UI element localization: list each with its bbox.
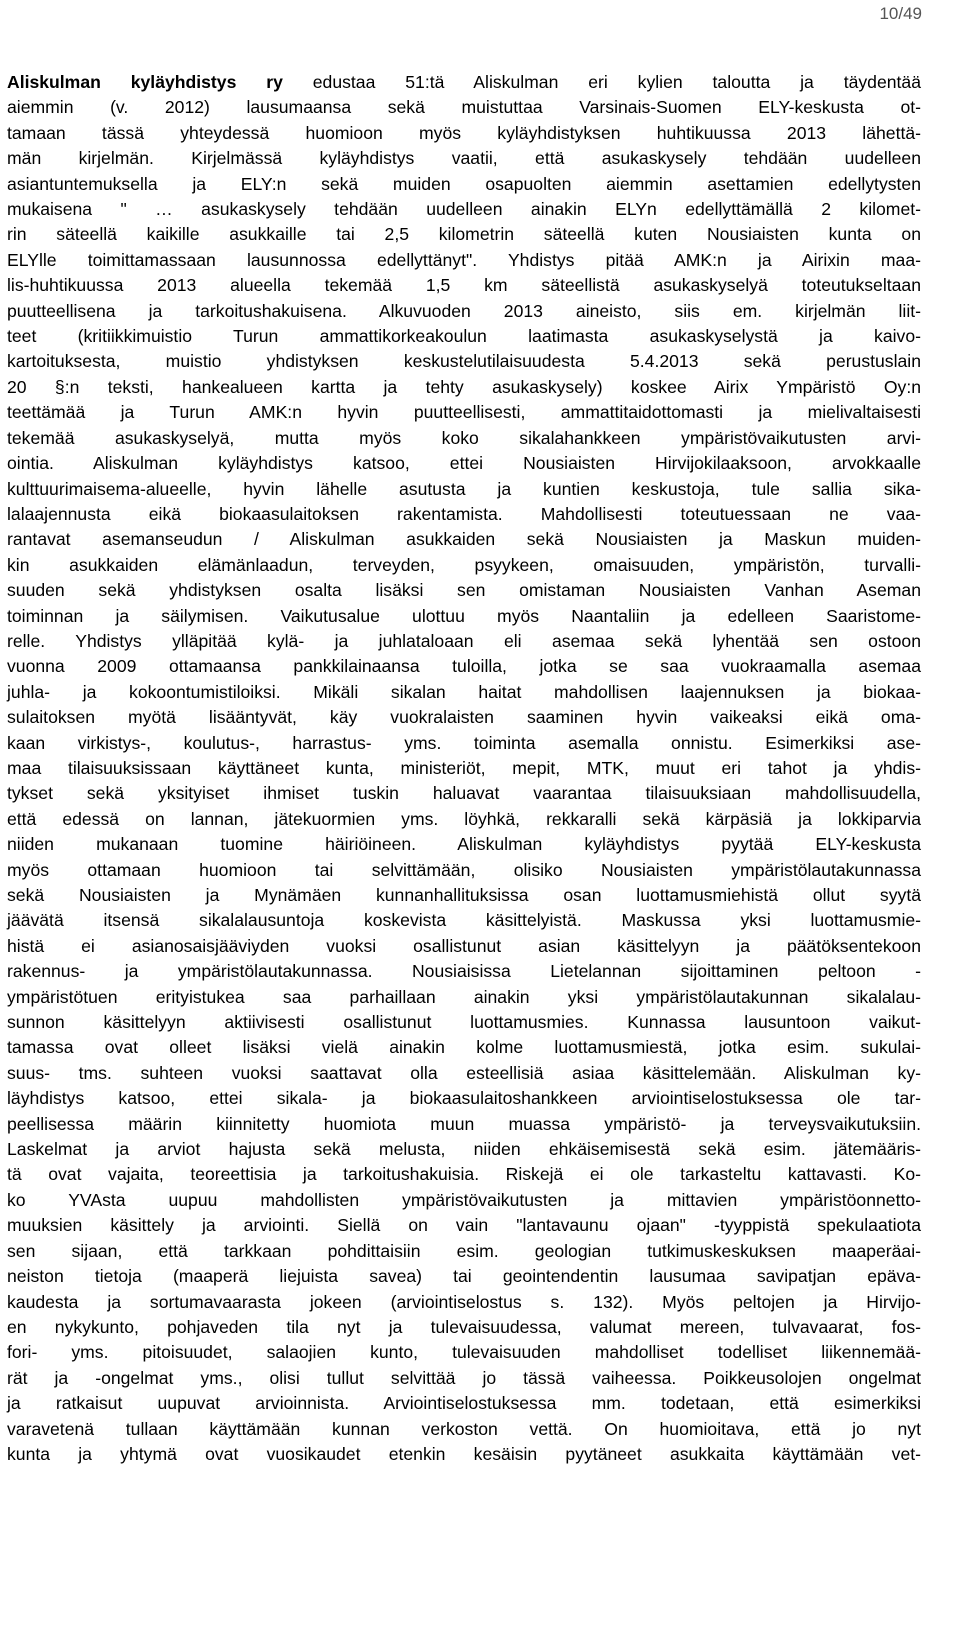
text-line: tä ovat vajaita, teoreettisia ja tarkoitushakuisia. Riskejä ei ole tarkasteltu kattavasti. Ko- (7, 1164, 921, 1185)
text-line: muuksien käsittely ja arviointi. Siellä on vain "lantavaunu ojaan" -tyyppistä spekulaatiota (7, 1215, 921, 1236)
text-line: sekä Nousiaisten ja Mynämäen kunnanhallituksissa osan luottamusmiehistä ollut syytä (7, 885, 921, 905)
text-line: 20 §:n teksti, hankealueen kartta ja tehty asukaskysely) koskee Airix Ympäristö Oy:n (7, 376, 921, 397)
text-line: kunta ja yhtymä ovat vuosikaudet etenkin kesäisin pyytäneet asukkaita käyttämään vet- (7, 1443, 921, 1464)
text-line: maa tilaisuuksissaan käyttäneet kunta, ministeriöt, mepit, MTK, muut eri tahot ja yhdis- (7, 757, 921, 778)
text-line: sunnon käsittelyyn aktiivisesti osallistunut luottamusmies. Kunnassa lausuntoon vaikut- (7, 1012, 921, 1033)
text-line (7, 70, 921, 95)
text-line: tykset sekä yksityiset ihmiset tuskin haluavat vaarantaa tilaisuuksiaan mahdollisuudella, (7, 783, 921, 804)
text-line: kaan virkistys-, koulutus-, harrastus- yms. toiminta asemalla onnistu. Esimerkiksi ase- (7, 732, 921, 753)
text-line: jäävätä itsensä sikalalausuntoja koskevista käsittelyistä. Maskussa yksi luottamusmie- (7, 910, 921, 931)
page-number: 10/49 (879, 4, 922, 23)
text-line: peellisessa määrin kiinnitetty huomiota muun muassa ympäristö- ja terveysvaikutuksiin. (7, 1113, 921, 1134)
text-line-rest: edustaa 51:tä Aliskulman eri kylien taloutta ja täydentää (282, 72, 921, 92)
text-line: tamassa ovat olleet lisäksi vielä ainakin kolme luottamusmiestä, jotka esim. sukulai- (7, 1037, 921, 1058)
text-line: tamaan tässä yhteydessä huomioon myös kyläyhdistyksen huhtikuussa 2013 lähettä- (7, 122, 921, 143)
text-line: rät ja -ongelmat yms., olisi tullut selvittää jo tässä vaiheessa. Poikkeusolojen ongelmat (7, 1367, 921, 1388)
text-line: myös ottamaan huomioon tai selvittämään, olisiko Nousiaisten ympäristölautakunnassa (7, 859, 921, 880)
text-line: relle. Yhdistys ylläpitää kylä- ja juhlataloaan eli asemaa sekä lyhentää sen ostoon (7, 630, 921, 651)
text-line: rakennus- ja ympäristölautakunnassa. Nousiaisissa Lietelannan sijoittaminen peltoon - (7, 961, 921, 982)
text-line: lalaajennusta eikä biokaasulaitoksen rakentamista. Mahdollisesti toteutuessaan ne vaa- (7, 503, 921, 524)
text-line: en nykykunto, pohjaveden tila nyt ja tulevaisuudessa, valumat mereen, tulvavaarat, fos- (7, 1316, 921, 1337)
text-line: neiston tietoja (maaperä liejuista savea) tai geointendentin lausumaa savipatjan epäva- (7, 1266, 921, 1287)
text-line: ko YVAsta uupuu mahdollisten ympäristövaikutusten ja mittavien ympäristöonnetto- (7, 1189, 921, 1210)
text-line: histä ei asianosaisjääviyden vuoksi osallistunut asian käsittelyyn ja päätöksentekoon (7, 935, 921, 956)
text-line: vuonna 2009 ottamaansa pankkilainaansa tuloilla, jotka se saa vuokraamalla asemaa (7, 656, 921, 677)
text-line: suus- tms. suhteen vuoksi saattavat olla esteellisiä asiaa käsittelemään. Aliskulman ky- (7, 1062, 921, 1083)
text-line: teettämää ja Turun AMK:n hyvin puutteellisesti, ammattitaidottomasti ja mielivaltaisesti (7, 402, 921, 423)
text-line: että edessä on lannan, jätekuormien yms. löyhkä, rekkaralli sekä kärpäsiä ja lokkiparvia (7, 808, 921, 829)
text-line: niiden mukanaan tuomine häiriöineen. Aliskulman kyläyhdistys pyytää ELY-keskusta (7, 834, 921, 855)
text-line: rantavat asemanseudun / Aliskulman asukkaiden sekä Nousiaisten ja Maskun muiden- (7, 529, 921, 550)
text-line: kartoituksesta, muistio yhdistyksen keskustelutilaisuudesta 5.4.2013 sekä perustuslain (7, 351, 921, 372)
text-line: asiantuntemuksella ja ELY:n sekä muiden osapuolten aiemmin asettamien edellytysten (7, 173, 921, 194)
text-line: varavetenä tullaan käyttämään kunnan verkoston vettä. On huomioitava, että jo nyt (7, 1418, 921, 1439)
text-line: suuden sekä yhdistyksen osalta lisäksi sen omistaman Nousiaisten Vanhan Aseman (7, 580, 921, 601)
text-line: rin säteellä kaikille asukkaille tai 2,5 kilometrin säteellä kuten Nousiaisten kunta on (7, 224, 921, 245)
text-line: juhla- ja kokoontumistiloiksi. Mikäli sikalan haitat mahdollisen laajennuksen ja biokaa- (7, 681, 921, 702)
text-line: sulaitoksen myötä lisääntyvät, käy vuokralaisten saaminen hyvin vaikeaksi eikä oma- (7, 707, 921, 728)
text-line: kulttuurimaisema-alueelle, hyvin lähelle asutusta ja kuntien keskustoja, tule sallia sika- (7, 478, 921, 499)
text-line: Laskelmat ja arviot hajusta sekä melusta, niiden ehkäisemisestä sekä esim. jätemääris- (7, 1139, 921, 1160)
text-line: ympäristötuen erityistukea saa parhaillaan ainakin yksi ympäristölautakunnan sikalalau- (7, 986, 921, 1007)
text-line: tekemää asukaskyselyä, mutta myös koko sikalahankkeen ympäristövaikutusten arvi- (7, 427, 921, 448)
text-line: kin asukkaiden elämänlaadun, terveyden, psyykeen, omaisuuden, ympäristön, turvalli- (7, 554, 921, 575)
text-line: toiminnan ja säilymisen. Vaikutusalue ulottuu myös Naantaliin ja edelleen Saaristome- (7, 605, 921, 626)
organization-name: Aliskulman kyläyhdistys ry (7, 72, 283, 92)
text-line: ELYlle toimittamassaan lausunnossa edellyttänyt". Yhdistys pitää AMK:n ja Airixin maa- (7, 249, 921, 270)
body-paragraph (7, 70, 921, 1467)
text-line: aiemmin (v. 2012) lausumaansa sekä muistuttaa Varsinais-Suomen ELY-keskusta ot- (7, 97, 921, 118)
text-line: puutteellisena ja tarkoitushakuisena. Alkuvuoden 2013 aineisto, siis em. kirjelmän liit- (7, 300, 921, 321)
text-line: ja ratkaisut uupuvat arvioinnista. Arviointiselostuksessa mm. todetaan, että esimerkiksi (7, 1393, 921, 1414)
text-line: sen sijaan, että tarkkaan pohdittaisiin esim. geologian tutkimuskeskuksen maaperäai- (7, 1240, 921, 1261)
text-line: kaudesta ja sortumavaarasta jokeen (arviointiselostus s. 132). Myös peltojen ja Hirvijo- (7, 1291, 921, 1312)
text-line: teet (kritiikkimuistio Turun ammattikorkeakoulun laatimasta asukaskyselystä ja kaivo- (7, 326, 921, 347)
text-line: läyhdistys katsoo, ettei sikala- ja biokaasulaitoshankkeen arviointiselostuksessa ole tar- (7, 1088, 921, 1109)
text-line: män kirjelmän. Kirjelmässä kyläyhdistys vaatii, että asukaskysely tehdään uudelleen (7, 148, 921, 169)
text-line: lis-huhtikuussa 2013 alueella tekemää 1,5 km säteellistä asukaskyselyä toteutukseltaan (7, 275, 921, 296)
text-line: ointia. Aliskulman kyläyhdistys katsoo, ettei Nousiaisten Hirvijokilaaksoon, arvokkaalle (7, 453, 921, 474)
text-line: fori- yms. pitoisuudet, salaojien kunto, tulevaisuuden mahdolliset todelliset liikennemää- (7, 1342, 921, 1363)
text-line: mukaisena " … asukaskysely tehdään uudelleen ainakin ELYn edellyttämällä 2 kilomet- (7, 199, 921, 220)
